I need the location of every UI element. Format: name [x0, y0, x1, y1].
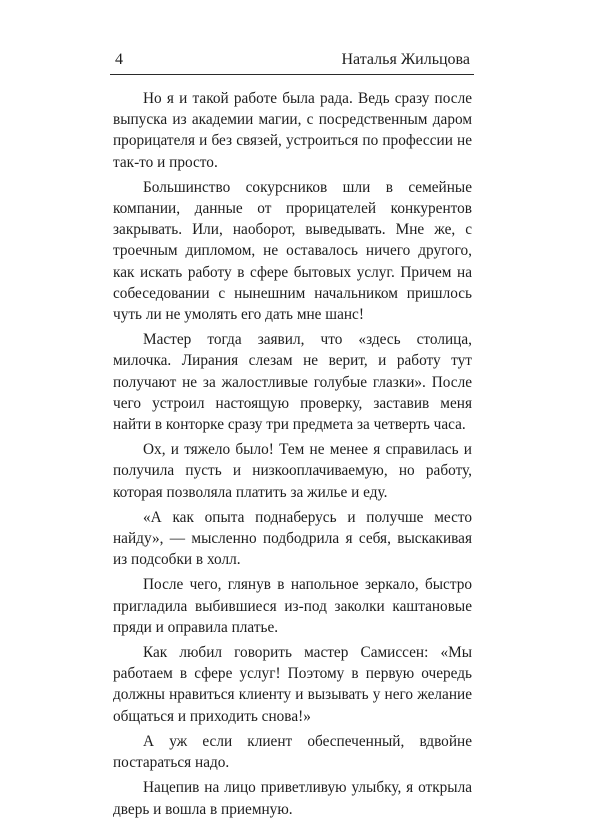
body-text: [113, 88, 472, 824]
running-title-author: Наталья Жильцова: [341, 51, 470, 68]
paragraph: А уж если клиент обеспеченный, вдвойне постараться надо.: [113, 732, 472, 772]
paragraph: Мастер тогда заявил, что «здесь столица, милочка. Лирания слезам не верит, и работу тут получают не за жалостливые голубые глазки». После чего устроил настоящую проверку, заставив меня найти в конторке сразу три предмета за четверть часа.: [113, 331, 472, 434]
page-header: [112, 49, 472, 73]
paragraph: «А как опыта поднаберусь и получше место найду», — мысленно подбодрила я себя, выскакивая из подсобки в холл.: [113, 508, 472, 569]
paragraph: Нацепив на лицо приветливую улыбку, я открыла дверь и вошла в приемную.: [113, 779, 472, 818]
paragraph: Большинство сокурсников шли в семейные компании, данные от прорицателей конкурентов закрывать. Или, наоборот, выведывать. Мне же, с троечным дипломом, не оставалось ничего другого, как искать работу в сфере бытовых услуг. Причем на собеседовании с нынешним начальником пришлось чуть ли не умолять его дать мне шанс!: [113, 178, 472, 324]
paragraph: После чего, глянув в напольное зеркало, быстро пригладила выбившиеся из-под заколки каштановые пряди и оправила платье.: [113, 576, 472, 636]
header-rule: [110, 74, 474, 75]
paragraph: Как любил говорить мастер Самиссен: «Мы работаем в сфере услуг! Поэтому в первую очередь должны нравиться клиенту и вызывать у него желание общаться и приходить снова!»: [113, 644, 472, 725]
paragraph: Ох, и тяжело было! Тем не менее я справилась и получила пусть и низкооплачиваемую, но работу, которая позволяла платить за жилье и еду.: [113, 441, 472, 501]
paragraph: Но я и такой работе была рада. Ведь сразу после выпуска из академии магии, с посредственным даром прорицателя и без связей, устроиться по профессии не так-то и просто.: [113, 90, 472, 171]
page-number: 4: [115, 51, 123, 68]
